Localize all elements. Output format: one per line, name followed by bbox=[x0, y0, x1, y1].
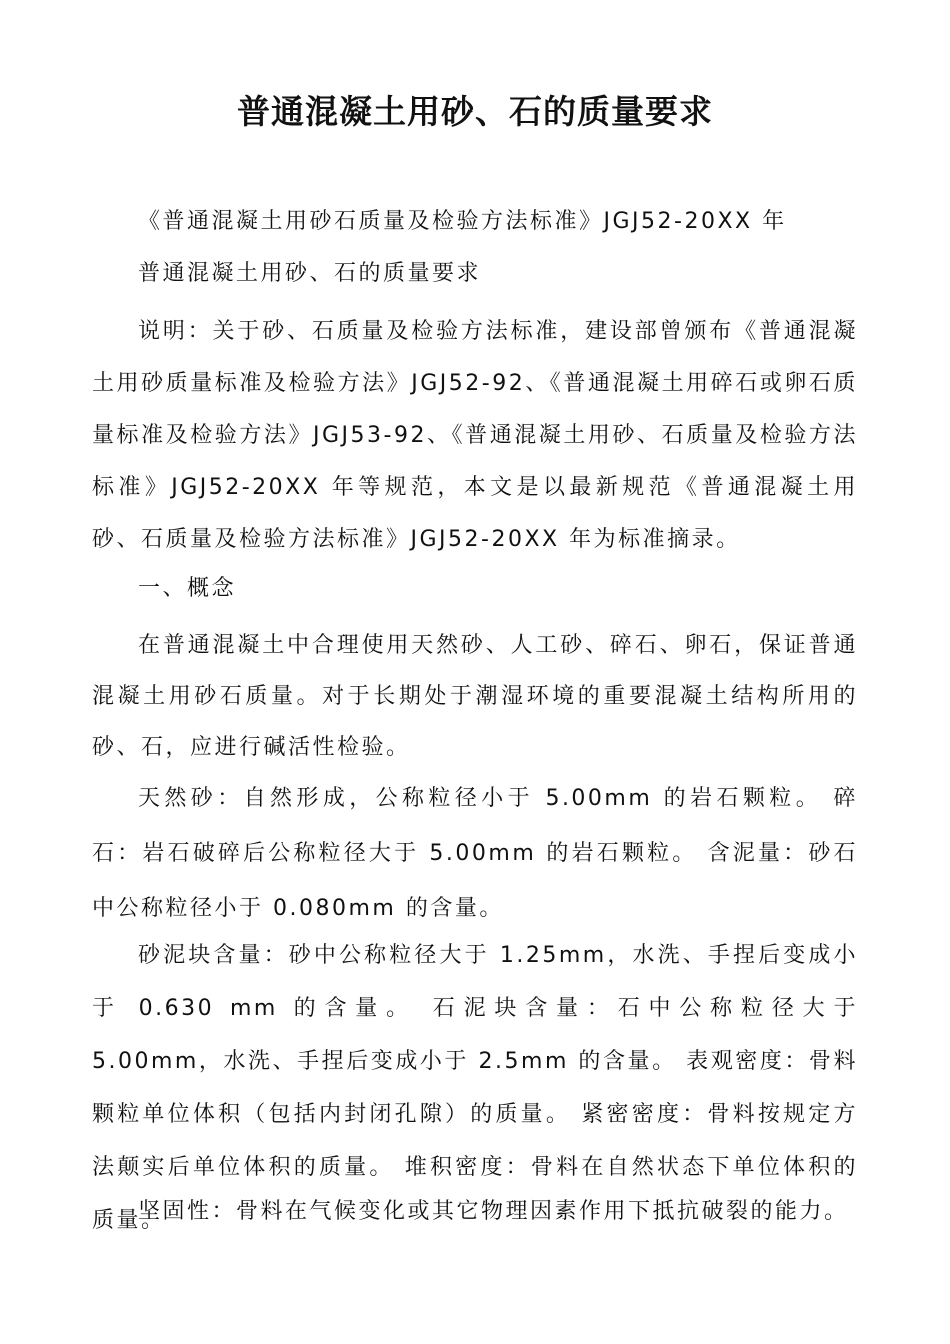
document-title: 普通混凝土用砂、石的质量要求 bbox=[237, 92, 713, 131]
definitions-paragraph-density: 砂泥块含量：砂中公称粒径大于 1.25mm，水洗、手捏后变成小于 0.630 mm 的含量。 石泥块含量：石中公称粒径大于 5.00mm，水洗、手捏后变成小于 2.5mm 的含量。 表观密度：骨料颗粒单位体积（包括内封闭孔隙）的质量。 紧密密度：骨料按规定方法颠实后单位体积的质量。 堆积密度：骨料在自然状态下单位体积的质量。 bbox=[92, 943, 858, 1233]
subtitle-paragraph: 普通混凝土用砂、石的质量要求 bbox=[138, 261, 482, 286]
explanation-paragraph: 说明：关于砂、石质量及检验方法标准，建设部曾颁布《普通混凝土用砂质量标准及检验方法》JGJ52-92、《普通混凝土用碎石或卵石质量标准及检验方法》JGJ53-92、《普通混凝土用砂、石质量及检验方法标准》JGJ52-20XX 年等规范，本文是以最新规范《普通混凝土用砂、石质量及检验方法标准》JGJ52-20XX 年为标准摘录。 bbox=[92, 319, 858, 552]
section-heading-concept: 一、概念 bbox=[138, 576, 237, 601]
standard-reference-paragraph: 《普通混凝土用砂石质量及检验方法标准》JGJ52-20XX 年 bbox=[138, 209, 787, 234]
soundness-paragraph: 坚固性：骨料在气候变化或其它物理因素作用下抵抗破裂的能力。 bbox=[138, 1199, 849, 1224]
concept-paragraph: 在普通混凝土中合理使用天然砂、人工砂、碎石、卵石，保证普通混凝土用砂石质量。对于长期处于潮湿环境的重要混凝土结构所用的砂、石，应进行碱活性检验。 bbox=[92, 633, 858, 760]
definitions-paragraph-sand: 天然砂：自然形成，公称粒径小于 5.00mm 的岩石颗粒。 碎石：岩石破碎后公称粒径大于 5.00mm 的岩石颗粒。 含泥量：砂石中公称粒径小于 0.080mm 的含量。 bbox=[92, 786, 858, 921]
